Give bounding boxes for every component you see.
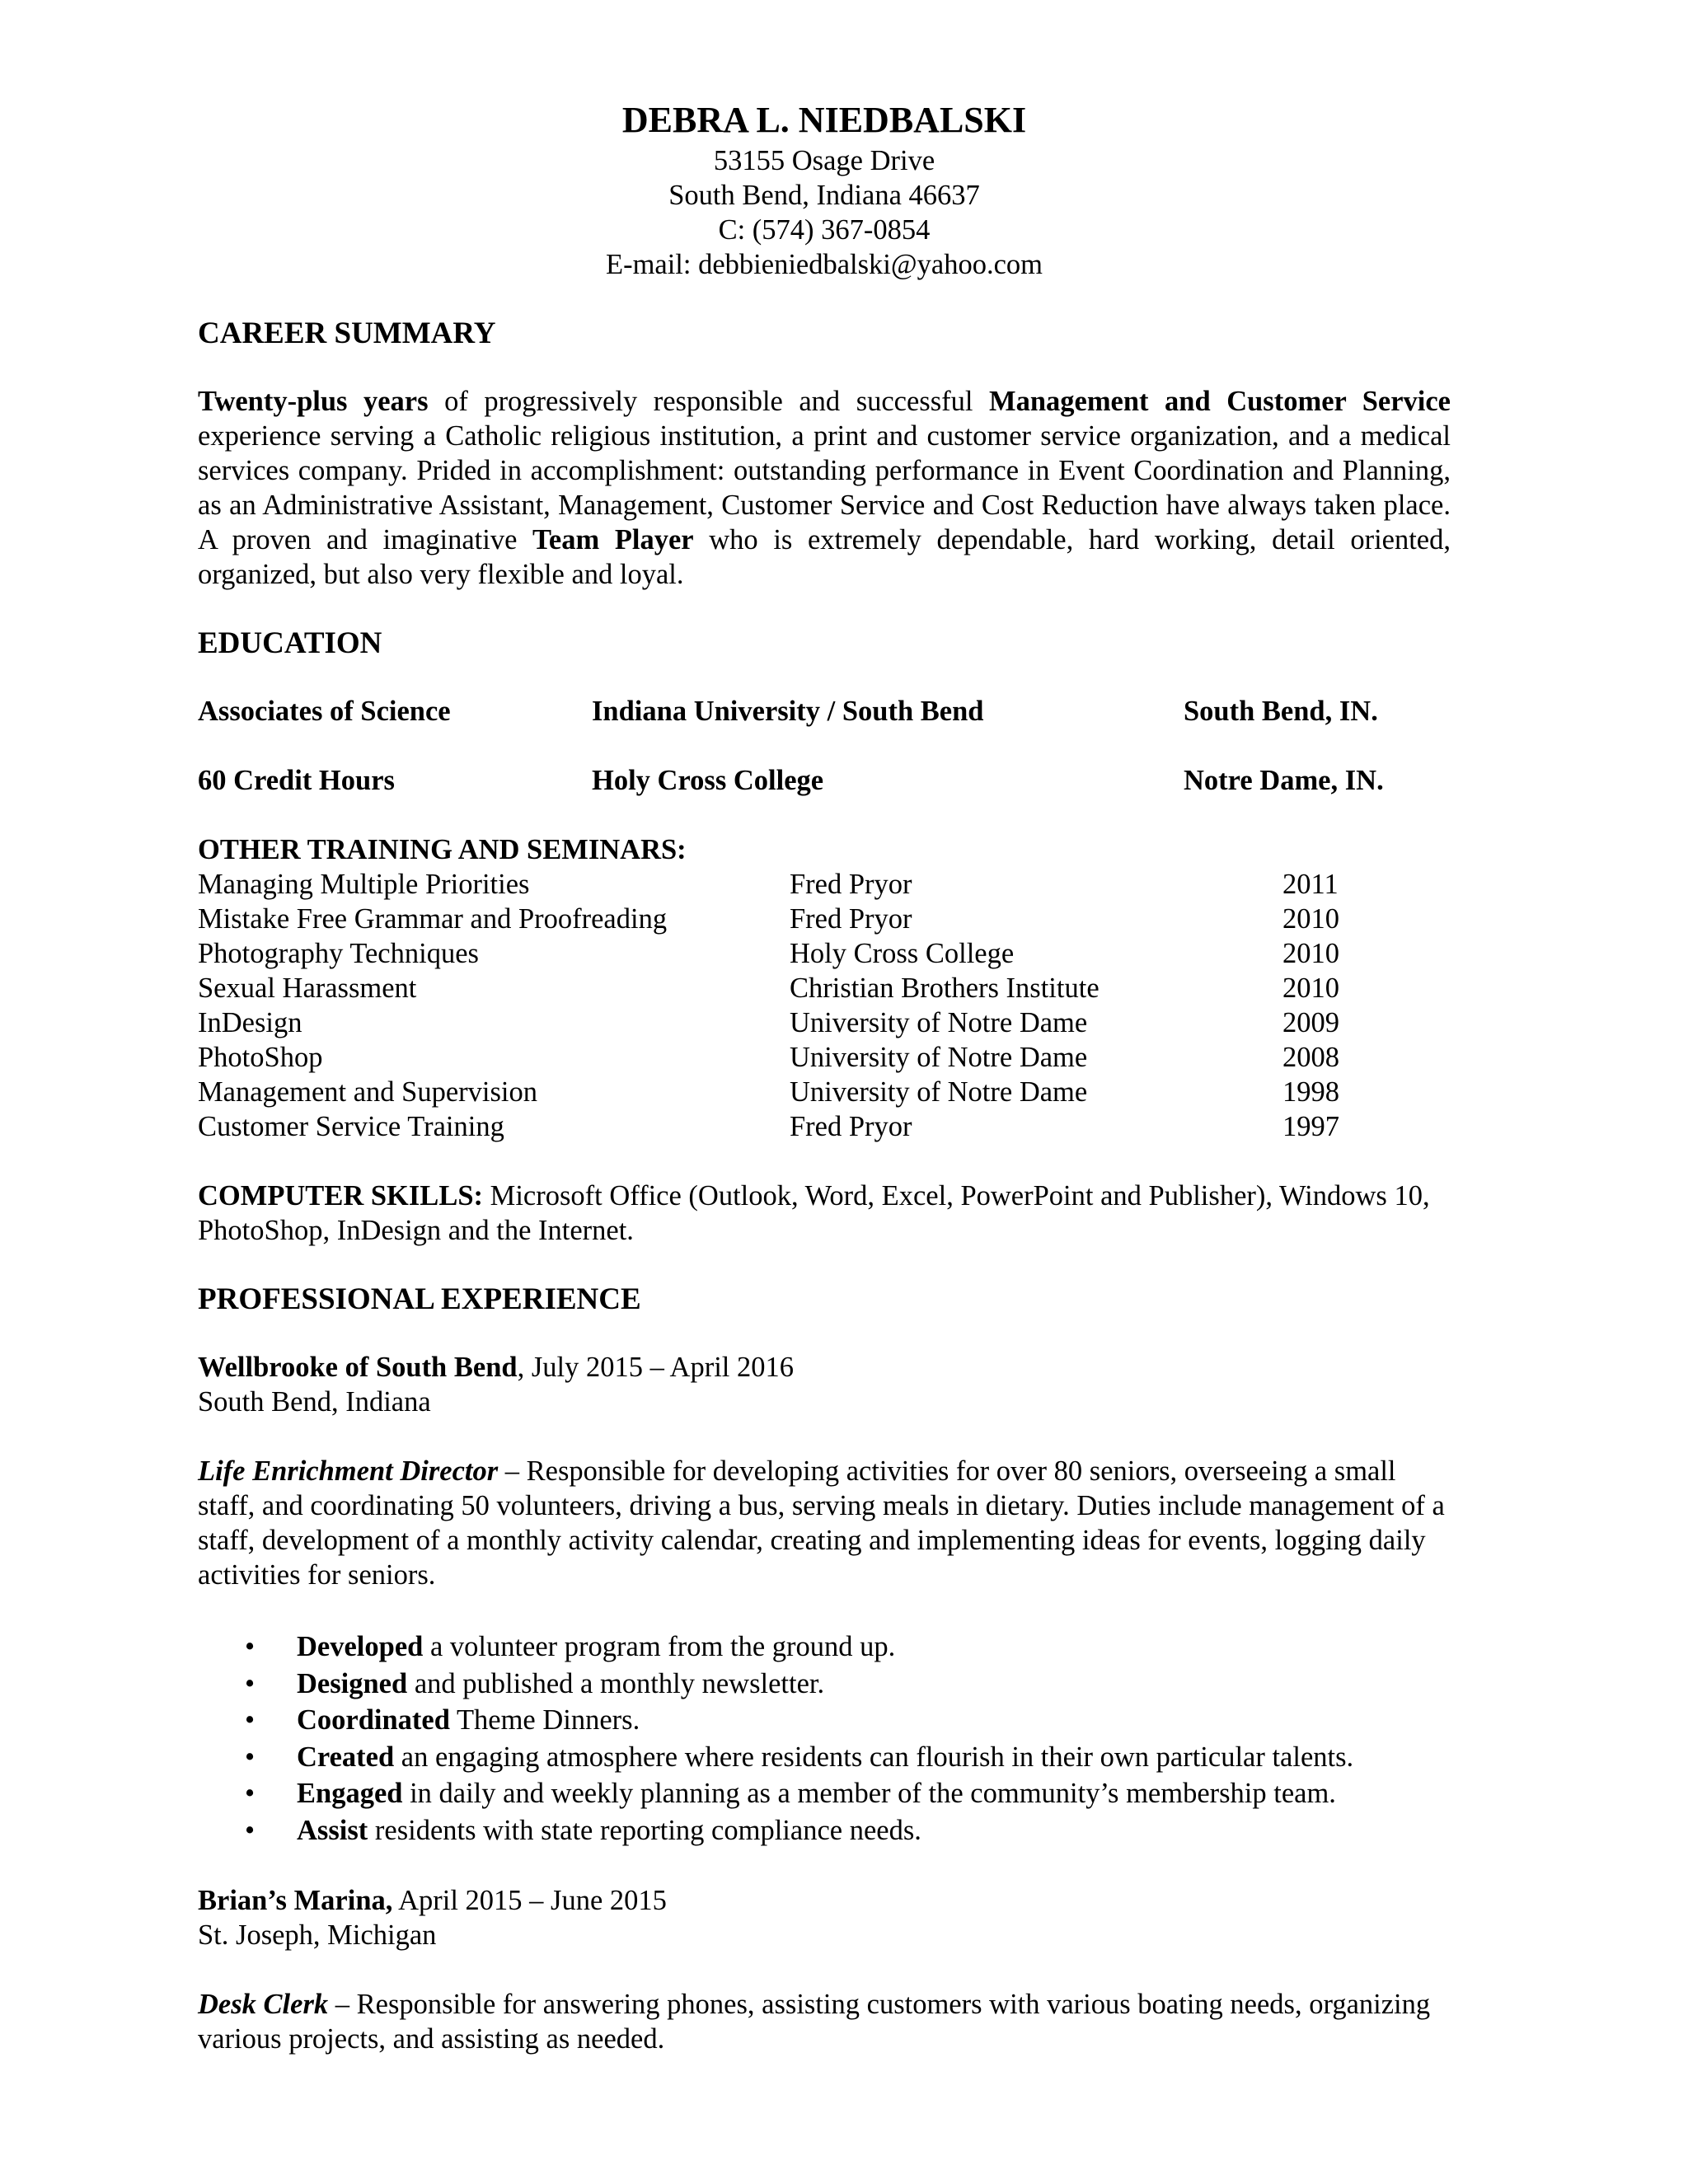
street-address: 53155 Osage Drive bbox=[713, 145, 935, 176]
education-school: Indiana University / South Bend bbox=[592, 696, 984, 727]
training-provider: Fred Pryor bbox=[790, 869, 912, 900]
training-provider: Christian Brothers Institute bbox=[790, 972, 1100, 1004]
summary-text-1: of progressively responsible and successful bbox=[428, 386, 989, 417]
bullet-icon: • bbox=[245, 1814, 256, 1846]
list-item bbox=[198, 1666, 1451, 1703]
experience-heading: PROFESSIONAL EXPERIENCE bbox=[198, 1282, 641, 1316]
training-row bbox=[198, 1040, 1451, 1075]
bullet-bold: Designed bbox=[297, 1667, 408, 1699]
job-position: Life Enrichment Director bbox=[198, 1455, 499, 1487]
list-item bbox=[198, 1739, 1451, 1776]
training-row bbox=[198, 1075, 1451, 1109]
city-state-zip: South Bend, Indiana 46637 bbox=[668, 180, 980, 211]
training-provider: Fred Pryor bbox=[790, 903, 912, 935]
job-employer: Wellbrooke of South Bend bbox=[198, 1352, 518, 1383]
job-bullet-list bbox=[198, 1629, 1451, 1849]
bullet-text: in daily and weekly planning as a member of the community’s membership team. bbox=[402, 1778, 1336, 1809]
computer-skills-text: Microsoft Office (Outlook, Word, Excel, PowerPoint and Publisher), Windows 10, PhotoShop, InDesign and the Internet. bbox=[198, 1180, 1430, 1246]
list-item bbox=[198, 1702, 1451, 1739]
training-course: Management and Supervision bbox=[198, 1076, 537, 1108]
education-degree: Associates of Science bbox=[198, 696, 451, 727]
training-row bbox=[198, 1109, 1451, 1144]
bullet-bold: Engaged bbox=[297, 1778, 403, 1809]
list-item bbox=[198, 1629, 1451, 1666]
training-provider: University of Notre Dame bbox=[790, 1076, 1088, 1108]
bullet-text: and published a monthly newsletter. bbox=[407, 1667, 825, 1699]
training-course: Sexual Harassment bbox=[198, 972, 417, 1004]
training-course: InDesign bbox=[198, 1007, 302, 1038]
job-description-text: – Responsible for developing activities for over 80 seniors, overseeing a small staff, and coordinating 50 volunteers, driving a bus, serving meals in dietary. Duties include management of a staff, development of a monthly activity calendar, creating and implementing ideas for events, logging daily activities for seniors. bbox=[198, 1455, 1445, 1591]
bullet-bold: Assist bbox=[297, 1814, 368, 1846]
bullet-text: a volunteer program from the ground up. bbox=[423, 1631, 896, 1662]
phone-number: C: (574) 367-0854 bbox=[718, 214, 931, 246]
training-course: Mistake Free Grammar and Proofreading bbox=[198, 903, 668, 935]
job-dates: April 2015 – June 2015 bbox=[392, 1885, 667, 1916]
training-row bbox=[198, 971, 1451, 1005]
job-header bbox=[198, 1350, 1451, 1385]
training-row bbox=[198, 936, 1451, 971]
training-row bbox=[198, 1005, 1451, 1040]
training-year: 2009 bbox=[1282, 1007, 1339, 1038]
list-item bbox=[198, 1775, 1451, 1812]
summary-text-2: experience serving a Catholic religious institution, a print and customer service organization, and a medical services company. Prided in accomplishment: outstanding performance in Event Coordination and Planning, as an Administrative Assistant, Management, Customer Service and Cost Reduction have always taken place. A proven and imaginative bbox=[198, 420, 1451, 555]
bullet-icon: • bbox=[245, 1667, 256, 1699]
training-year: 2010 bbox=[1282, 903, 1339, 935]
job-header bbox=[198, 1883, 1451, 1918]
career-summary-heading: CAREER SUMMARY bbox=[198, 316, 496, 350]
list-item bbox=[198, 1812, 1451, 1849]
training-row bbox=[198, 867, 1451, 902]
computer-skills bbox=[198, 1179, 1451, 1248]
education-school: Holy Cross College bbox=[592, 765, 824, 796]
job-description-text: – Responsible for answering phones, assisting customers with various boating needs, organizing various projects, and assisting as needed. bbox=[198, 1989, 1431, 2055]
bullet-icon: • bbox=[245, 1741, 256, 1773]
training-year: 2008 bbox=[1282, 1042, 1339, 1073]
job-location: St. Joseph, Michigan bbox=[198, 1919, 437, 1951]
training-course: Customer Service Training bbox=[198, 1111, 504, 1142]
bullet-text: residents with state reporting compliance needs. bbox=[368, 1814, 921, 1846]
spacer bbox=[198, 1849, 1451, 1883]
computer-skills-label: COMPUTER SKILLS: bbox=[198, 1180, 484, 1212]
summary-bold-management: Management and Customer Service bbox=[989, 386, 1451, 417]
education-heading: EDUCATION bbox=[198, 626, 382, 660]
education-location: Notre Dame, IN. bbox=[1184, 765, 1384, 796]
education-row bbox=[198, 763, 1451, 798]
training-year: 1997 bbox=[1282, 1111, 1339, 1142]
training-provider: Fred Pryor bbox=[790, 1111, 912, 1142]
training-heading: OTHER TRAINING AND SEMINARS: bbox=[198, 834, 687, 865]
bullet-text: Theme Dinners. bbox=[449, 1704, 640, 1736]
bullet-icon: • bbox=[245, 1778, 256, 1809]
job-location: South Bend, Indiana bbox=[198, 1386, 431, 1418]
education-degree: 60 Credit Hours bbox=[198, 765, 395, 796]
resume-page bbox=[198, 97, 1451, 2056]
summary-bold-team-player: Team Player bbox=[532, 524, 694, 555]
bullet-bold: Created bbox=[297, 1741, 395, 1773]
job-dates: , July 2015 – April 2016 bbox=[517, 1352, 795, 1383]
training-year: 2010 bbox=[1282, 972, 1339, 1004]
career-summary-paragraph bbox=[198, 384, 1451, 592]
summary-bold-years: Twenty-plus years bbox=[198, 386, 429, 417]
training-row bbox=[198, 902, 1451, 936]
training-year: 1998 bbox=[1282, 1076, 1339, 1108]
training-provider: University of Notre Dame bbox=[790, 1042, 1088, 1073]
education-row bbox=[198, 694, 1451, 729]
training-provider: University of Notre Dame bbox=[790, 1007, 1088, 1038]
bullet-text: an engaging atmosphere where residents can flourish in their own particular talents. bbox=[394, 1741, 1354, 1773]
training-course: PhotoShop bbox=[198, 1042, 323, 1073]
bullet-bold: Coordinated bbox=[297, 1704, 450, 1736]
bullet-bold: Developed bbox=[297, 1631, 424, 1662]
bullet-icon: • bbox=[245, 1704, 256, 1736]
training-provider: Holy Cross College bbox=[790, 938, 1015, 969]
candidate-name: DEBRA L. NIEDBALSKI bbox=[621, 100, 1027, 140]
job-employer: Brian’s Marina, bbox=[198, 1885, 393, 1916]
training-course: Managing Multiple Priorities bbox=[198, 869, 530, 900]
job-description bbox=[198, 1454, 1451, 1592]
resume-header bbox=[198, 97, 1451, 282]
education-location: South Bend, IN. bbox=[1184, 696, 1378, 727]
job-description bbox=[198, 1987, 1451, 2056]
bullet-icon: • bbox=[245, 1631, 256, 1662]
training-year: 2010 bbox=[1282, 938, 1339, 969]
training-course: Photography Techniques bbox=[198, 938, 479, 969]
summary-text-3: who is extremely dependable, hard working, detail oriented, organized, but also very flexible and loyal. bbox=[198, 524, 1451, 590]
email-address: E-mail: debbieniedbalski@yahoo.com bbox=[606, 249, 1043, 280]
training-year: 2011 bbox=[1282, 869, 1339, 900]
job-position: Desk Clerk bbox=[198, 1989, 329, 2020]
